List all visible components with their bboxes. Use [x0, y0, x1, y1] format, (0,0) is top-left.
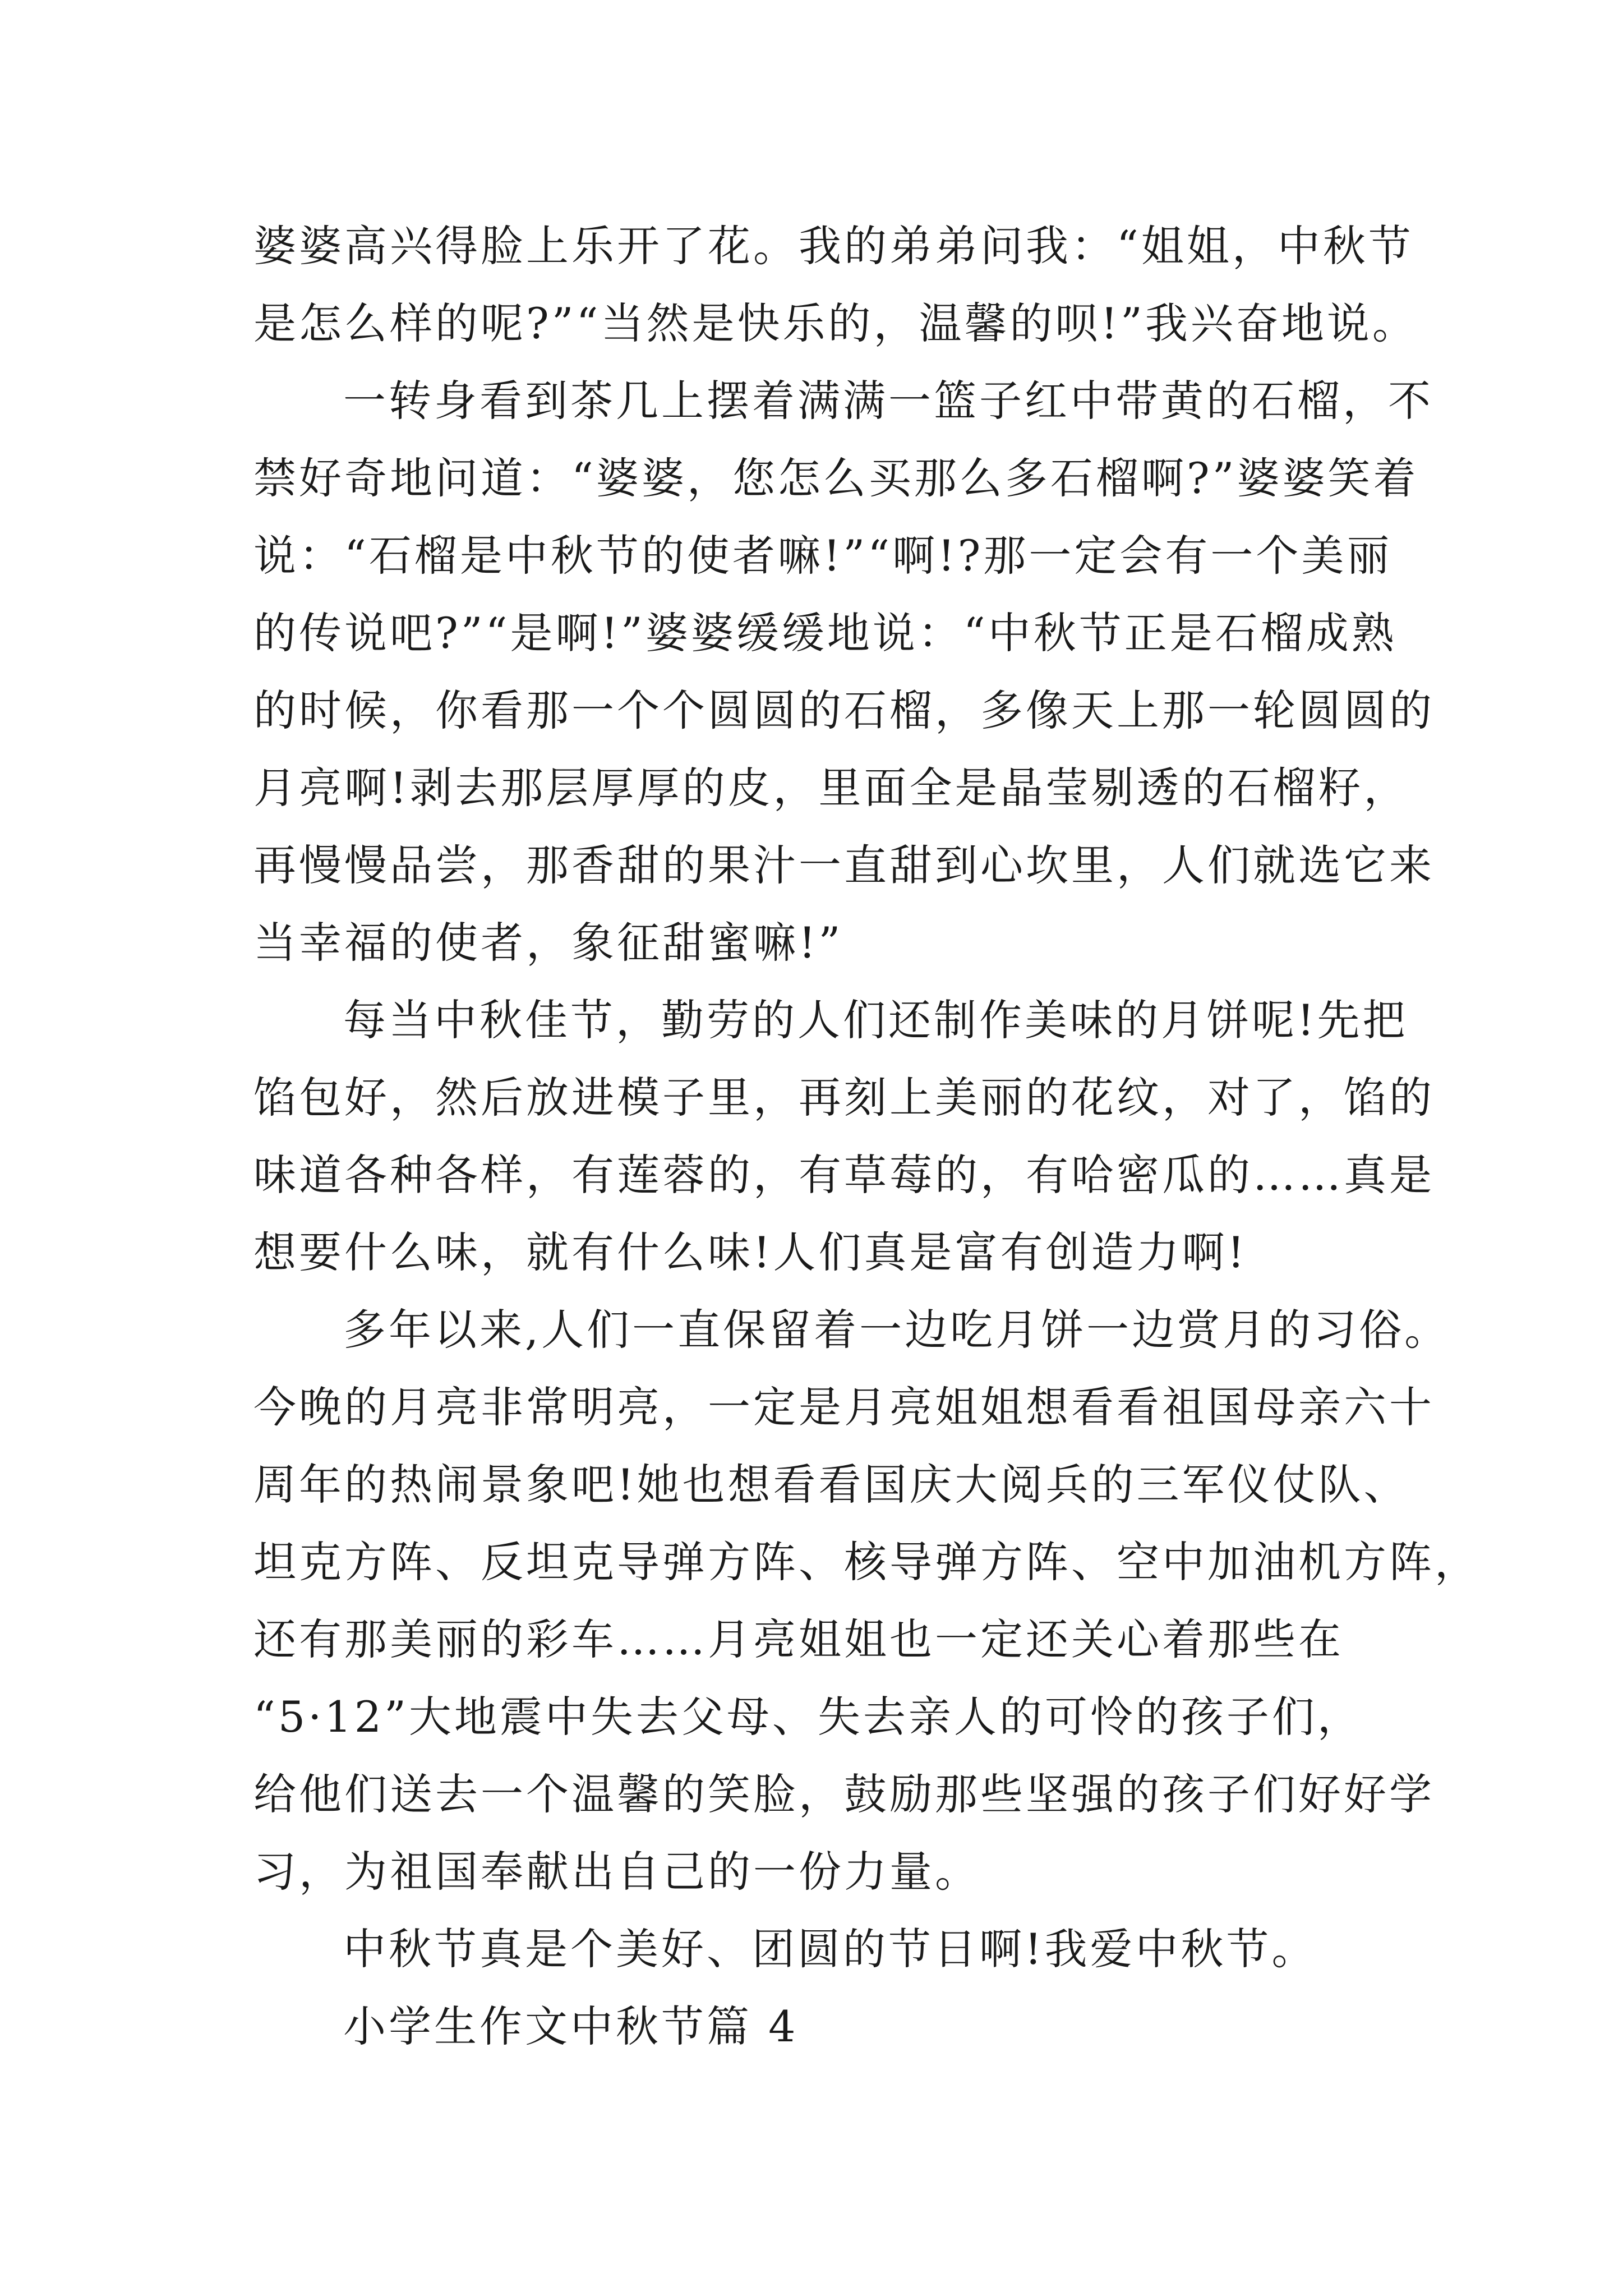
- text-line: 的时候，你看那一个个圆圆的石榴，多像天上那一轮圆圆的: [253, 685, 1435, 735]
- text-line: 的传说吧?”“是啊!”婆婆缓缓地说：“中秋节正是石榴成熟: [253, 608, 1397, 658]
- text-line: 给他们送去一个温馨的笑脸，鼓励那些坚强的孩子们好好学: [253, 1769, 1435, 1819]
- text-line: 习，为祖国奉献出自己的一份力量。: [253, 1847, 980, 1897]
- document-body: [253, 208, 1480, 2065]
- text-line: 婆婆高兴得脸上乐开了花。我的弟弟问我：“姐姐，中秋节: [253, 221, 1414, 271]
- text-line: 馅包好，然后放进模子里，再刻上美丽的花纹，对了，馅的: [253, 1073, 1435, 1122]
- text-line: 说：“石榴是中秋节的使者嘛!”“啊!?那一定会有一个美丽: [253, 531, 1393, 581]
- text-line: 再慢慢品尝，那香甜的果汁一直甜到心坎里，人们就选它来: [253, 840, 1435, 890]
- paragraph-start-line: 多年以来,人们一直保留着一边吃月饼一边赏月的习俗。: [343, 1305, 1450, 1355]
- text-line: 想要什么味，就有什么味!人们真是富有创造力啊!: [253, 1227, 1248, 1277]
- section-heading: 小学生作文中秋节篇 4: [343, 2001, 799, 2051]
- paragraph-start-line: 一转身看到茶几上摆着满满一篮子红中带黄的石榴，不: [343, 376, 1433, 426]
- text-line: 月亮啊!剥去那层厚厚的皮，里面全是晶莹剔透的石榴籽，: [253, 763, 1409, 813]
- text-line: “5·12”大地震中失去父母、失去亲人的可怜的孩子们，: [253, 1692, 1363, 1742]
- text-line: 当幸福的使者，象征甜蜜嘛!”: [253, 918, 843, 968]
- text-line: 禁好奇地问道：“婆婆，您怎么买那么多石榴啊?”婆婆笑着: [253, 453, 1419, 503]
- text-line: 周年的热闹景象吧!她也想看看国庆大阅兵的三军仪仗队、: [253, 1460, 1409, 1510]
- paragraph-start-line: 中秋节真是个美好、团圆的节日啊!我爱中秋节。: [343, 1924, 1317, 1974]
- text-line: 味道各种各样，有莲蓉的，有草莓的，有哈密瓜的……真是: [253, 1150, 1435, 1200]
- text-line: 今晚的月亮非常明亮，一定是月亮姐姐想看看祖国母亲六十: [253, 1382, 1435, 1432]
- text-line: 还有那美丽的彩车……月亮姐姐也一定还关心着那些在: [253, 1614, 1344, 1664]
- text-line: 是怎么样的呢?”“当然是快乐的，温馨的呗!”我兴奋地说。: [253, 298, 1418, 348]
- paragraph-start-line: 每当中秋佳节，勤劳的人们还制作美味的月饼呢!先把: [343, 995, 1408, 1045]
- text-line: 坦克方阵、反坦克导弹方阵、核导弹方阵、空中加油机方阵，: [253, 1537, 1480, 1587]
